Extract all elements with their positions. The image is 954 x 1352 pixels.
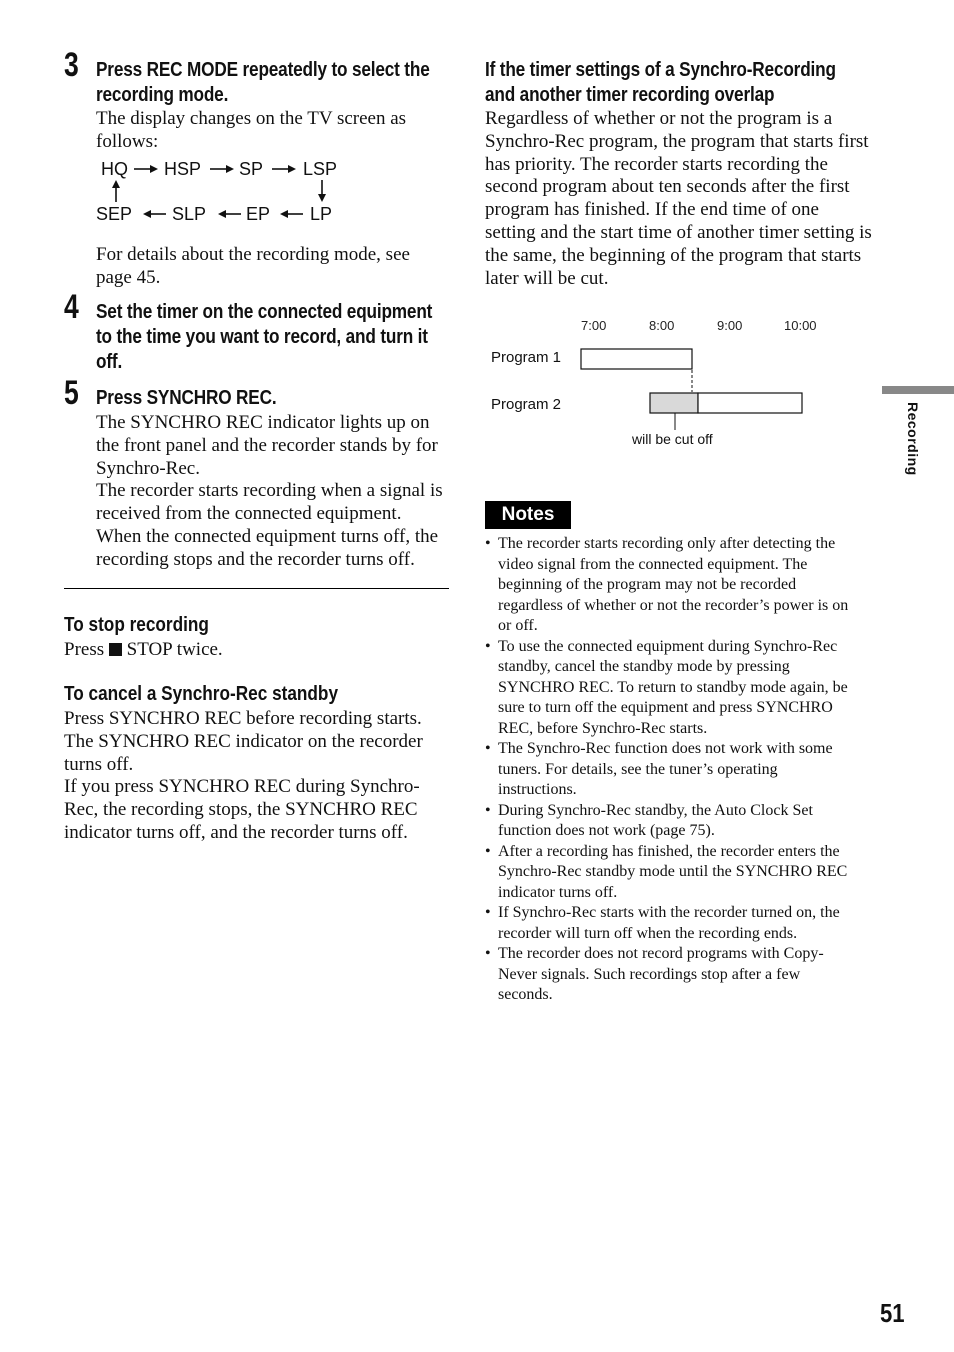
program-2-bar: [698, 393, 802, 413]
time-label: 10:00: [784, 318, 817, 333]
text-line: When the connected equipment turns off, the: [96, 525, 439, 547]
text-fragment: STOP twice.: [126, 639, 223, 660]
mode-ep: EP: [246, 204, 271, 224]
arrow-left-icon: [143, 210, 166, 218]
note-line: • During Synchro-Rec standby, the Auto Clock Set: [498, 801, 813, 819]
mode-lp: LP: [310, 204, 333, 224]
text-line: Synchro-Rec program, the program that starts first: [485, 130, 869, 152]
mode-sep: SEP: [96, 204, 133, 224]
notes-badge: Notes: [485, 501, 571, 529]
step-number-3: 3: [64, 46, 79, 84]
note-item: [485, 903, 875, 944]
note-item: [485, 739, 875, 801]
recording-mode-cycle-diagram: [90, 154, 350, 230]
note-line: Synchro-Rec standby mode until the SYNCHRO REC: [498, 863, 848, 880]
note-item: [485, 637, 875, 740]
note-line: sure to turn off the equipment and press SYNCHRO: [498, 699, 833, 716]
note-line: instructions.: [498, 781, 577, 798]
step-number-5: 5: [64, 374, 79, 412]
note-line: tuners. For details, see the tuner’s operating: [498, 760, 778, 778]
heading-line: Press REC MODE repeatedly to select the: [96, 59, 430, 81]
section-divider: [64, 588, 449, 589]
step-number-4: 4: [64, 288, 79, 326]
note-line: • After a recording has finished, the recorder enters the: [498, 842, 840, 860]
note-line: • The recorder starts recording only after detecting the: [498, 535, 836, 552]
text-line: The display changes on the TV screen as: [96, 108, 407, 129]
text-line: program has finished. If the end time of one: [485, 199, 819, 221]
heading-line: off.: [96, 351, 123, 373]
section-side-label: Recording: [905, 402, 921, 476]
note-line: • The Synchro-Rec function does not work with some: [498, 740, 833, 757]
page-number: 51: [880, 1298, 905, 1328]
text-line: The SYNCHRO REC indicator on the recorder: [64, 730, 423, 752]
note-line: or off.: [498, 617, 538, 634]
arrow-right-icon: [210, 165, 234, 173]
heading-line: to the time you want to record, and turn it: [96, 326, 428, 348]
time-label: 7:00: [581, 318, 607, 333]
text-line: recording stops and the recorder turns off.: [96, 548, 415, 570]
arrow-left-icon: [280, 210, 303, 218]
step-3-detail: [96, 244, 456, 290]
step-3-text: [96, 108, 456, 154]
overlap-text: [485, 108, 875, 290]
cancel-standby-text: [64, 708, 454, 845]
stop-recording-text: [64, 639, 454, 662]
text-line: the front panel and the recorder stands by for: [96, 434, 438, 456]
text-line: Rec, the recording stops, the SYNCHRO REC: [64, 799, 418, 821]
program-1-bar: [581, 349, 692, 369]
mode-slp: SLP: [172, 204, 207, 224]
text-line: the same, the beginning of the program that starts: [485, 244, 862, 266]
note-line: seconds.: [498, 986, 553, 1003]
step-3-heading: [96, 58, 484, 108]
note-line: recorder will turn off when the recording ends.: [498, 924, 798, 942]
arrow-right-icon: [272, 165, 296, 173]
note-line: video signal from the connected equipment. The: [498, 555, 808, 573]
step-5-text: [96, 412, 456, 572]
note-line: indicator turns off.: [498, 883, 618, 901]
cancel-standby-heading: To cancel a Synchro-Rec standby: [64, 683, 339, 705]
text-line: Synchro-Rec.: [96, 457, 200, 479]
section-tab-marker: [882, 386, 954, 394]
mode-lsp: LSP: [303, 159, 338, 179]
heading-line: If the timer settings of a Synchro-Recording: [485, 59, 836, 81]
mode-hq: HQ: [101, 159, 128, 179]
text-line: turns off.: [64, 753, 134, 775]
text-line: received from the connected equipment.: [96, 503, 402, 525]
stop-recording-heading: To stop recording: [64, 614, 209, 636]
text-line: second program about ten seconds after the first: [485, 176, 850, 198]
mode-hsp: HSP: [164, 159, 202, 179]
arrow-left-icon: [218, 210, 241, 218]
arrow-up-icon: [112, 180, 120, 202]
arrow-down-icon: [318, 180, 326, 202]
step-5-heading: [96, 386, 306, 411]
overlap-heading: [485, 58, 893, 108]
timeline-diagram: [485, 310, 835, 455]
cut-off-label: will be cut off: [632, 431, 713, 447]
program-1-label: Program 1: [491, 349, 562, 366]
arrow-right-icon: [134, 165, 158, 173]
note-line: • If Synchro-Rec starts with the recorder turned on, the: [498, 904, 840, 921]
step-4-heading: [96, 300, 487, 375]
text-line: For details about the recording mode, see: [96, 244, 410, 265]
note-line: Never signals. Such recordings stop after a few: [498, 965, 801, 983]
note-line: • To use the connected equipment during Synchro-Rec: [498, 637, 838, 655]
stop-square-icon: [109, 643, 122, 656]
note-line: REC, before Synchro-Rec starts.: [498, 719, 708, 737]
program-2-cut-segment: [650, 393, 698, 413]
note-item: [485, 944, 875, 1006]
notes-list: [485, 534, 875, 1006]
note-line: beginning of the program may not be recorded: [498, 576, 797, 593]
time-label: 9:00: [717, 318, 743, 333]
text-line: The SYNCHRO REC indicator lights up on: [96, 412, 430, 433]
time-label: 8:00: [649, 318, 675, 333]
text-line: The recorder starts recording when a signal is: [96, 480, 443, 502]
heading-line: recording mode.: [96, 84, 229, 106]
note-line: function does not work (page 75).: [498, 822, 715, 839]
heading-line: Set the timer on the connected equipment: [96, 301, 433, 323]
text-fragment: Press: [64, 639, 105, 660]
text-line: later will be cut.: [485, 267, 609, 289]
note-item: [485, 842, 875, 904]
text-line: has priority. The recorder starts recording the: [485, 153, 828, 175]
text-line: Regardless of whether or not the program is a: [485, 108, 833, 129]
note-line: SYNCHRO REC. To return to standby mode again, be: [498, 678, 848, 696]
text-line: indicator turns off, and the recorder turns off.: [64, 821, 408, 843]
text-line: page 45.: [96, 266, 161, 288]
program-2-label: Program 2: [491, 396, 562, 413]
note-line: standby, cancel the standby mode by pressing: [498, 658, 790, 675]
note-line: regardless of whether or not the recorder’s power is on: [498, 596, 849, 614]
text-line: Press SYNCHRO REC before recording starts.: [64, 708, 422, 729]
text-line: follows:: [96, 130, 159, 152]
text-line: If you press SYNCHRO REC during Synchro-: [64, 776, 420, 798]
text-line: setting and the start time of another timer setting is: [485, 221, 872, 243]
note-line: • The recorder does not record programs with Copy-: [498, 945, 824, 962]
heading-line: Press SYNCHRO REC.: [96, 387, 277, 409]
mode-sp: SP: [239, 159, 264, 179]
note-item: [485, 801, 875, 842]
heading-line: and another timer recording overlap: [485, 84, 775, 106]
note-item: [485, 534, 875, 637]
